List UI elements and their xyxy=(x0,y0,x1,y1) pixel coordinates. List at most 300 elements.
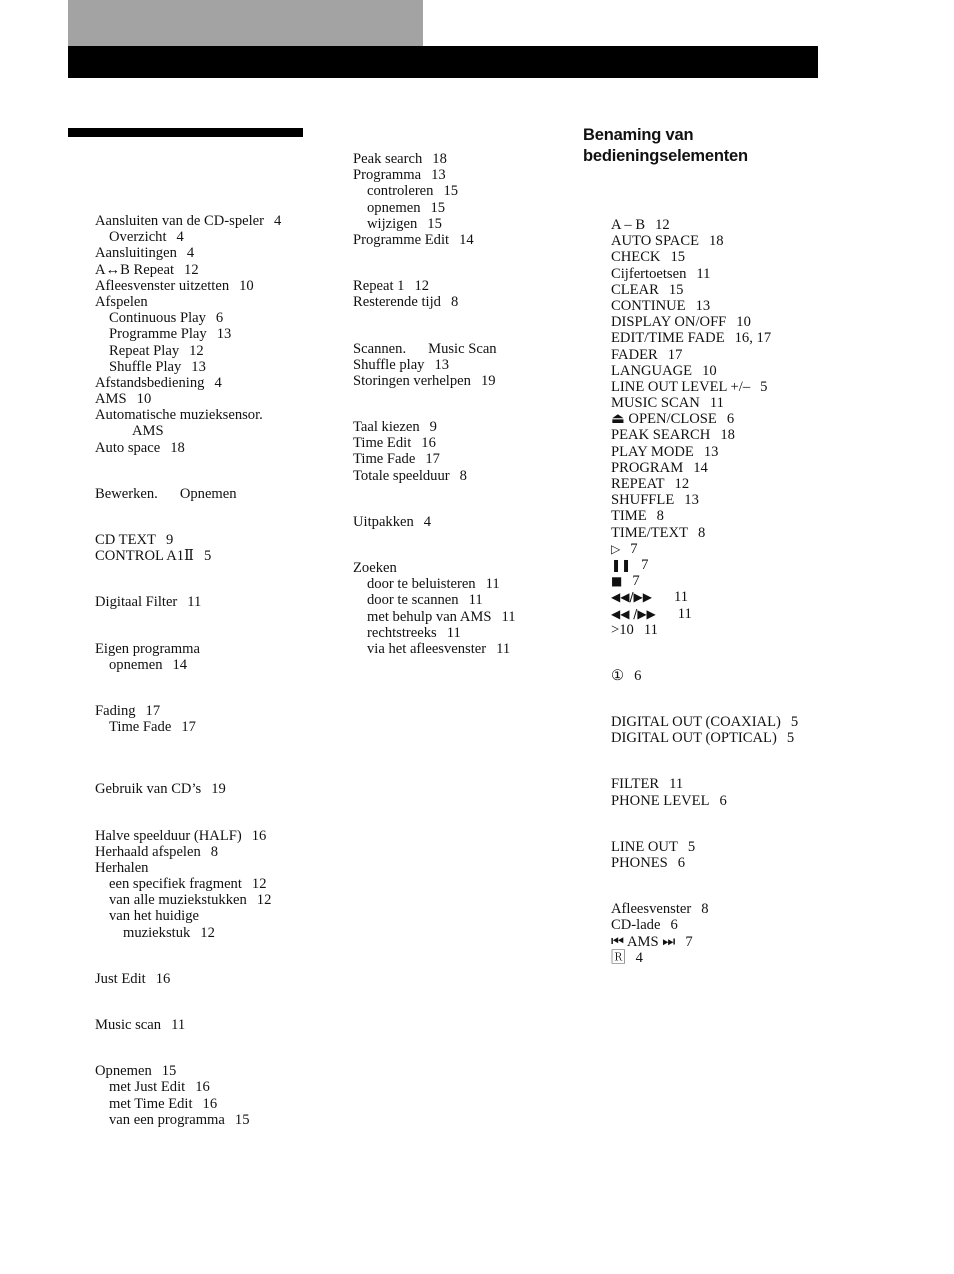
entry-term: Peak search xyxy=(353,151,423,167)
entry-term: PROGRAM xyxy=(611,459,684,476)
index-entry xyxy=(95,860,335,876)
index-entry xyxy=(611,314,851,330)
entry-page-ref: 4 xyxy=(176,229,184,246)
index-entry xyxy=(95,1017,335,1033)
entry-page-ref: 5 xyxy=(790,714,799,731)
entry-term: controleren xyxy=(367,183,434,200)
group-spacer xyxy=(95,987,335,1017)
entry-page-ref: 17 xyxy=(181,719,196,736)
index-entry xyxy=(611,492,851,508)
index-entry xyxy=(353,641,553,657)
entry-page-ref: 14 xyxy=(459,231,474,248)
index-entry xyxy=(611,444,851,460)
entry-page-ref: 10 xyxy=(736,314,751,331)
entry-term: PEAK SEARCH xyxy=(611,427,711,444)
entry-page-ref: 14 xyxy=(172,656,188,673)
entry-term: DISPLAY ON/OFF xyxy=(611,314,727,331)
group-spacer xyxy=(95,456,335,486)
entry-page-ref: 12 xyxy=(256,892,272,909)
entry-page-ref: 8 xyxy=(210,843,219,860)
entry-page-ref: 13 xyxy=(191,358,206,375)
entry-term: REPEAT xyxy=(611,476,665,492)
index-entry xyxy=(353,576,553,592)
index-entry xyxy=(611,934,851,950)
entry-page-ref: 18 xyxy=(170,439,185,456)
entry-term: door te beluisteren xyxy=(367,576,476,593)
entry-page-ref: 11 xyxy=(709,395,724,412)
entry-term: Shuffle Play xyxy=(109,358,182,375)
index-entry xyxy=(95,278,335,294)
index-entry xyxy=(95,359,335,375)
index-entry xyxy=(611,730,851,746)
entry-page-ref: 11 xyxy=(187,594,202,611)
entry-page-ref: 16 xyxy=(155,970,171,987)
entry-term: Repeat 1 xyxy=(353,278,405,295)
index-entry xyxy=(611,363,851,379)
index-entry xyxy=(611,395,851,411)
index-entry xyxy=(611,298,851,314)
index-entry xyxy=(95,641,335,657)
index-entry xyxy=(611,330,851,346)
index-entry xyxy=(95,719,335,735)
entry-page-ref: 13 xyxy=(695,297,711,314)
group-spacer xyxy=(95,941,335,971)
entry-term: TIME/TEXT xyxy=(611,524,689,541)
index-entry xyxy=(611,589,851,605)
entry-term: DIGITAL OUT (OPTICAL) xyxy=(611,730,777,747)
entry-page-ref: 4 xyxy=(274,213,282,229)
entry-term: opnemen xyxy=(109,656,163,673)
entry-page-ref: 5 xyxy=(786,730,795,747)
entry-term: met Time Edit xyxy=(109,1095,193,1112)
entry-term: CHECK xyxy=(611,249,661,266)
index-entry xyxy=(95,548,335,564)
index-entry xyxy=(353,625,553,641)
entry-page-ref: 11 xyxy=(496,640,511,657)
group-spacer xyxy=(353,311,553,341)
group-spacer xyxy=(95,798,335,828)
entry-page-ref: 16, 17 xyxy=(734,330,772,347)
entry-term: SHUFFLE xyxy=(611,492,675,509)
entry-term: van alle muziekstukken xyxy=(109,892,247,909)
index-entry xyxy=(611,460,851,476)
entry-term: CONTROL A1Ⅱ xyxy=(95,548,194,565)
entry-page-ref: 12 xyxy=(674,476,690,492)
index-entry xyxy=(353,183,553,199)
index-entry xyxy=(95,407,335,423)
header-gray-tab xyxy=(68,0,423,46)
index-entry xyxy=(611,606,851,622)
entry-page-ref: 4 xyxy=(635,949,643,966)
entry-term: Programma xyxy=(353,167,422,184)
index-entry xyxy=(95,594,335,610)
index-entry xyxy=(353,216,553,232)
entry-term: opnemen xyxy=(367,199,421,216)
entry-term: Halve speelduur (HALF) xyxy=(95,827,242,844)
index-entry xyxy=(611,855,851,871)
entry-term: Herhalen xyxy=(95,859,149,876)
index-entry xyxy=(611,525,851,541)
index-entry xyxy=(95,391,335,407)
entry-page-ref: 11 xyxy=(669,776,684,793)
entry-page-ref: 18 xyxy=(720,427,735,444)
entry-page-ref: 4 xyxy=(423,513,432,530)
index-entry xyxy=(611,839,851,855)
entry-term: FILTER xyxy=(611,776,660,793)
entry-page-ref: 5 xyxy=(687,838,696,855)
entry-page-ref: 11 xyxy=(643,621,658,638)
entry-term: ◀◀/▶▶ xyxy=(611,590,652,605)
entry-term: LANGUAGE xyxy=(611,362,693,379)
entry-term: een specifiek fragment xyxy=(109,876,242,893)
entry-term: Cijfertoetsen xyxy=(611,265,687,282)
index-entry xyxy=(611,793,851,809)
entry-page-ref: Opnemen xyxy=(179,485,237,502)
entry-page-ref: 11 xyxy=(673,589,689,606)
index-entry xyxy=(611,379,851,395)
index-entry xyxy=(611,901,851,917)
entry-term: Auto space xyxy=(95,439,161,456)
entry-term: A – B xyxy=(611,217,646,233)
entry-term: van het huidige xyxy=(109,908,199,925)
index-entry xyxy=(611,508,851,524)
entry-term: FADER xyxy=(611,346,658,363)
entry-term: CLEAR xyxy=(611,281,659,298)
entry-term: Aansluiten van de CD-speler xyxy=(95,213,264,229)
entry-term: A↔B Repeat xyxy=(95,261,175,278)
index-entry xyxy=(95,844,335,860)
entry-term: AUTO SPACE xyxy=(611,233,699,250)
entry-term: Afleesvenster uitzetten xyxy=(95,277,230,294)
entry-page-ref: 19 xyxy=(480,372,496,389)
index-entry xyxy=(353,232,553,248)
entry-page-ref: 4 xyxy=(214,374,222,391)
entry-page-ref: 15 xyxy=(161,1063,177,1080)
entry-term: Opnemen xyxy=(95,1063,152,1080)
group-spacer xyxy=(95,735,335,781)
entry-term: Gebruik van CD’s xyxy=(95,781,202,798)
entry-page-ref: 13 xyxy=(434,356,450,373)
entry-term: AMS xyxy=(132,423,164,440)
entry-term: Zoeken xyxy=(353,560,397,576)
entry-page-ref: 12 xyxy=(200,924,215,941)
entry-term: Programme Edit xyxy=(353,231,450,248)
entry-term: Afstandsbediening xyxy=(95,374,205,391)
entry-term: >10 xyxy=(611,621,634,638)
index-entry xyxy=(95,781,335,797)
index-entry xyxy=(95,1112,335,1128)
entry-term: ◀◀ /▶▶ xyxy=(611,606,656,621)
entry-page-ref: 9 xyxy=(165,532,174,548)
index-entry xyxy=(611,622,851,638)
index-entry xyxy=(353,200,553,216)
entry-page-ref: 11 xyxy=(485,576,500,593)
entry-term: ⏮ AMS ⏭ xyxy=(611,933,676,950)
index-entry xyxy=(95,375,335,391)
index-entry xyxy=(353,514,553,530)
index-entry xyxy=(611,476,851,492)
group-spacer xyxy=(353,248,553,278)
index-entry xyxy=(95,908,335,924)
index-entry xyxy=(95,703,335,719)
entry-page-ref: 7 xyxy=(685,933,693,950)
group-spacer xyxy=(353,484,553,514)
entry-term: Taal kiezen xyxy=(353,419,420,436)
index-entry xyxy=(95,294,335,310)
entry-page-ref: 17 xyxy=(145,702,161,719)
index-entry xyxy=(95,532,335,548)
index-entry xyxy=(353,294,553,310)
index-entry xyxy=(95,828,335,844)
entry-page-ref: 11 xyxy=(171,1017,186,1033)
index-entry xyxy=(95,1096,335,1112)
entry-page-ref: 8 xyxy=(450,294,459,311)
entry-term: ❚❚ xyxy=(611,557,632,572)
group-spacer xyxy=(611,746,851,776)
entry-page-ref: 15 xyxy=(430,199,446,216)
index-entry xyxy=(95,229,335,245)
index-entry xyxy=(95,892,335,908)
index-entry xyxy=(611,411,851,427)
entry-term: Time Edit xyxy=(353,435,412,452)
entry-term: Time Fade xyxy=(353,451,416,468)
entry-page-ref: 13 xyxy=(431,167,446,184)
entry-term: TIME xyxy=(611,508,647,525)
entry-term: CD TEXT xyxy=(95,532,156,548)
entry-page-ref: 6 xyxy=(634,667,642,684)
entry-page-ref: 13 xyxy=(216,326,232,343)
entry-page-ref: 17 xyxy=(425,451,440,468)
group-spacer xyxy=(611,638,851,668)
entry-page-ref: 13 xyxy=(684,492,699,509)
index-entry xyxy=(353,167,553,183)
index-entry xyxy=(95,925,335,941)
index-entry xyxy=(353,468,553,484)
group-spacer xyxy=(353,389,553,419)
entry-page-ref: 8 xyxy=(701,901,709,918)
heading-line-2: bedieningselementen xyxy=(583,147,748,165)
entry-term: CD-lade xyxy=(611,917,661,934)
entry-page-ref: 12 xyxy=(414,278,430,295)
entry-term: Scannen. xyxy=(353,340,407,357)
index-entry xyxy=(353,278,553,294)
entry-term: ■ xyxy=(611,574,623,589)
entry-term: Time Fade xyxy=(109,719,172,736)
index-entry xyxy=(95,343,335,359)
entry-page-ref: 10 xyxy=(239,277,254,294)
index-entry xyxy=(353,373,553,389)
entry-page-ref: 17 xyxy=(667,346,683,363)
index-entry xyxy=(95,310,335,326)
entry-term: ⏏ OPEN/CLOSE xyxy=(611,411,717,428)
section-rule xyxy=(68,128,303,137)
index-entry xyxy=(95,876,335,892)
entry-page-ref: 12 xyxy=(189,342,204,359)
entry-page-ref: 10 xyxy=(136,391,152,408)
entry-term: ▷ xyxy=(611,541,621,556)
index-entry xyxy=(95,486,335,502)
entry-page-ref: Music Scan xyxy=(428,340,497,357)
entry-term: PHONE LEVEL xyxy=(611,792,710,809)
index-entry xyxy=(611,776,851,792)
entry-term: Aansluitingen xyxy=(95,245,177,262)
entry-page-ref: 15 xyxy=(668,281,684,298)
entry-term: rechtstreeks xyxy=(367,624,437,641)
entry-term: wijzigen xyxy=(367,215,418,232)
entry-term: muziekstuk xyxy=(123,924,191,941)
entry-term: Resterende tijd xyxy=(353,294,441,311)
entry-term: Fading xyxy=(95,702,136,719)
index-entry xyxy=(611,233,851,249)
entry-page-ref: 14 xyxy=(693,459,708,476)
section-heading xyxy=(583,125,843,167)
index-entry xyxy=(611,917,851,933)
index-entry xyxy=(353,451,553,467)
index-entry xyxy=(95,971,335,987)
entry-term: Storingen verhelpen xyxy=(353,372,471,389)
entry-term: Digitaal Filter xyxy=(95,594,178,611)
index-entry xyxy=(353,435,553,451)
index-column-2 xyxy=(353,151,553,657)
index-entry xyxy=(353,357,553,373)
group-spacer xyxy=(95,673,335,703)
entry-page-ref: 7 xyxy=(632,573,640,590)
entry-term: door te scannen xyxy=(367,592,459,609)
entry-term: Music scan xyxy=(95,1017,162,1033)
entry-term: van een programma xyxy=(109,1111,225,1128)
entry-term: Afspelen xyxy=(95,293,148,310)
entry-page-ref: 15 xyxy=(234,1111,250,1128)
entry-page-ref: 8 xyxy=(698,524,706,541)
index-entry xyxy=(95,245,335,261)
entry-term: Repeat Play xyxy=(109,342,180,359)
index-column-3 xyxy=(611,217,851,966)
entry-page-ref: 18 xyxy=(709,233,724,250)
entry-term: LINE OUT LEVEL +/– xyxy=(611,378,751,395)
index-entry xyxy=(95,440,335,456)
entry-term: EDIT/TIME FADE xyxy=(611,330,725,347)
index-entry xyxy=(611,714,851,730)
index-entry xyxy=(611,427,851,443)
entry-term: Overzicht xyxy=(109,229,167,246)
entry-page-ref: 4 xyxy=(186,245,195,262)
entry-page-ref: 6 xyxy=(215,310,224,327)
entry-term: PHONES xyxy=(611,855,668,871)
entry-page-ref: 16 xyxy=(251,827,267,844)
group-spacer xyxy=(95,502,335,532)
entry-term: Herhaald afspelen xyxy=(95,843,201,860)
entry-term: AMS xyxy=(95,391,127,408)
entry-page-ref: 12 xyxy=(184,261,199,278)
entry-page-ref: 7 xyxy=(630,540,638,557)
entry-page-ref: 13 xyxy=(703,443,719,460)
entry-page-ref: 15 xyxy=(427,215,442,232)
entry-term: Programme Play xyxy=(109,326,207,343)
entry-term: ① xyxy=(611,667,625,684)
index-entry xyxy=(611,541,851,557)
index-entry xyxy=(95,423,335,439)
index-entry xyxy=(611,282,851,298)
index-entry xyxy=(95,326,335,342)
group-spacer xyxy=(95,611,335,641)
group-spacer xyxy=(611,684,851,714)
entry-term: PLAY MODE xyxy=(611,443,694,460)
group-spacer xyxy=(353,530,553,560)
heading-line-1: Benaming van xyxy=(583,126,694,144)
entry-term: Eigen programma xyxy=(95,640,200,657)
entry-term: Just Edit xyxy=(95,970,146,987)
entry-page-ref: 8 xyxy=(459,467,467,484)
entry-page-ref: 8 xyxy=(656,508,664,525)
entry-page-ref: 11 xyxy=(446,624,461,641)
entry-page-ref: 18 xyxy=(432,151,447,167)
entry-term: via het afleesvenster xyxy=(367,640,487,657)
entry-page-ref: 11 xyxy=(501,608,516,625)
entry-term: Shuffle play xyxy=(353,356,425,373)
entry-term: CONTINUE xyxy=(611,297,686,314)
entry-page-ref: 12 xyxy=(251,876,267,893)
group-spacer xyxy=(95,564,335,594)
index-entry xyxy=(353,609,553,625)
index-entry xyxy=(611,557,851,573)
entry-page-ref: 6 xyxy=(719,792,727,809)
group-spacer xyxy=(95,1033,335,1063)
entry-page-ref: 16 xyxy=(195,1079,210,1096)
entry-term: Afleesvenster xyxy=(611,901,692,918)
index-entry xyxy=(611,573,851,589)
index-entry xyxy=(611,668,851,684)
entry-term: Totale speelduur xyxy=(353,467,450,484)
index-column-1 xyxy=(95,213,335,1128)
index-entry xyxy=(353,151,553,167)
index-entry xyxy=(353,419,553,435)
entry-page-ref: 10 xyxy=(702,362,717,379)
entry-term: met behulp van AMS xyxy=(367,608,492,625)
index-entry xyxy=(611,249,851,265)
index-entry xyxy=(611,347,851,363)
index-entry xyxy=(95,213,335,229)
index-entry xyxy=(353,341,553,357)
entry-term: Uitpakken xyxy=(353,513,414,530)
entry-page-ref: 6 xyxy=(677,855,686,871)
index-entry xyxy=(95,1079,335,1095)
entry-page-ref: 11 xyxy=(677,605,692,622)
entry-page-ref: 11 xyxy=(468,592,483,609)
entry-page-ref: 6 xyxy=(726,411,735,428)
entry-page-ref: 12 xyxy=(655,217,670,233)
index-entry xyxy=(95,262,335,278)
index-entry xyxy=(95,657,335,673)
entry-page-ref: 6 xyxy=(670,917,678,934)
entry-term: LINE OUT xyxy=(611,838,678,855)
entry-page-ref: 15 xyxy=(670,249,686,266)
entry-term: DIGITAL OUT (COAXIAL) xyxy=(611,714,781,731)
index-entry xyxy=(611,266,851,282)
index-entry xyxy=(611,950,851,966)
entry-term: MUSIC SCAN xyxy=(611,395,700,412)
index-entry xyxy=(611,217,851,233)
entry-page-ref: 16 xyxy=(202,1095,218,1112)
entry-page-ref: 16 xyxy=(421,435,436,452)
group-spacer xyxy=(611,809,851,839)
entry-page-ref: 7 xyxy=(641,556,649,573)
header-black-band xyxy=(68,46,818,78)
entry-page-ref: 15 xyxy=(443,183,459,200)
group-spacer xyxy=(611,871,851,901)
entry-page-ref: 11 xyxy=(696,265,711,282)
entry-term: 🅁 xyxy=(611,949,626,966)
index-entry xyxy=(353,592,553,608)
